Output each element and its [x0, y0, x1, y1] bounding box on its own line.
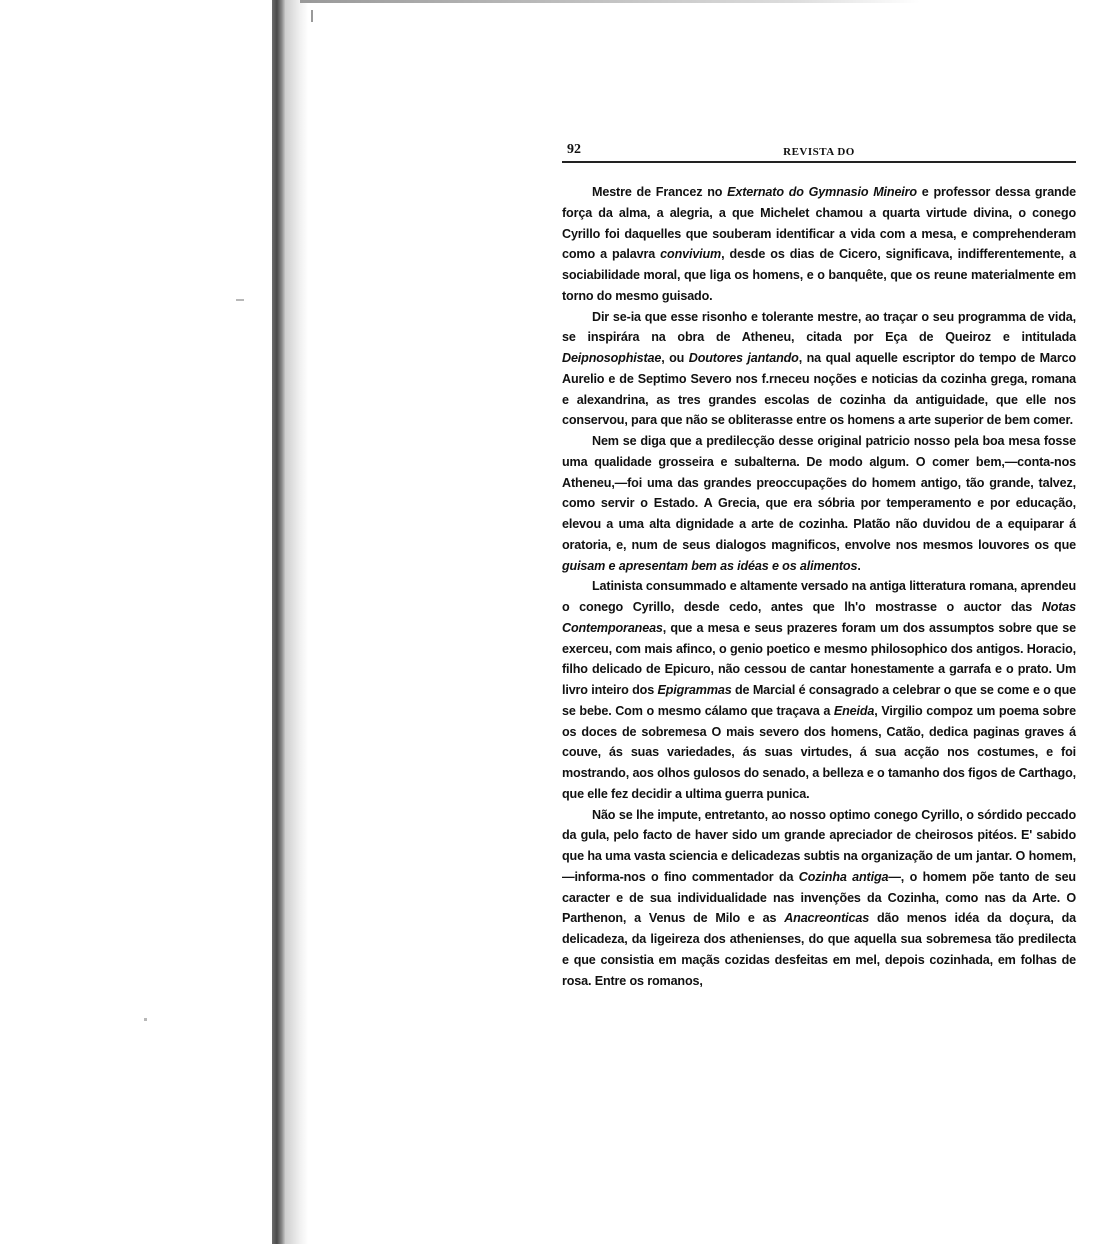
header-rule [562, 161, 1076, 163]
text-run: Dir se-ia que esse risonho e tolerante mestre, ao traçar o seu programma de vida, se inspirára na obra de Atheneu, citada por Eça de Queiroz e intitulada [562, 309, 1076, 345]
italic-text: guisam e apresentam bem as idéas e os alimentos [562, 558, 858, 573]
text-run: de Marcial é consagrado a celebrar o que se come e o que se bebe. Com o mesmo cálamo que traçava a [562, 683, 1077, 718]
page-number: 92 [567, 142, 581, 157]
article-body [562, 182, 1076, 991]
text-run: , ou [661, 351, 689, 365]
page-header [562, 140, 1076, 160]
text-run: e professor dessa grande força da alma, a alegria, a que Michelet chamou a quarta virtude divina, o conego Cyrillo foi daquelles que souberam identificar a vida com a mesa, e comprehenderam como a palavra [562, 185, 1076, 262]
text-run: , na qual aquelle escriptor do tempo de Marco Aurelio e de Septimo Severo nos f.rneceu noções e noticias da cozinha grega, romana e alexandrina, as tres grandes escolas de cozinha da antiguidade, que elle nos conservou, para que não se obliterasse entre os homens a arte superior de bem comer. [562, 351, 1076, 428]
italic-text: Epigrammas [657, 683, 732, 697]
scan-speck [311, 10, 313, 22]
italic-text: Doutores jantando [688, 351, 799, 365]
scan-speck [144, 1018, 147, 1021]
italic-text: Anacreonticas [784, 911, 870, 926]
scan-edge-artifact [300, 0, 920, 3]
text-run: Mestre de Francez no [592, 185, 728, 199]
text-run: Latinista consummado e altamente versado na antiga litteratura romana, aprendeu o conego Cyrillo, desde cedo, antes que lh'o mostrasse o auctor das [562, 579, 1076, 614]
text-run: Nem se diga que a predilecção desse original patricio nosso pela boa mesa fosse uma qualidade grosseira e subalterna. De modo algum. O comer bem,—conta-nos Atheneu,—foi uma das grandes preoccupações do homem antigo, tão grande, talvez, como servir o Estado. A Grecia, que era sóbria por temperamento e por educação, elevou a uma alta dignidade a arte de cozinha. Platão não duvidou de a equiparar á oratoria, e, num de seus dialogos magnificos, envolve nos mesmos louvores os que [562, 434, 1076, 552]
text-run: , desde os dias de Cicero, significava, indifferentemente, a sociabilidade moral, que liga os homens, e o banquête, que os reune materialmente em torno do mesmo guisado. [562, 247, 1076, 303]
italic-text: Externato do Gymnasio Mineiro [727, 185, 917, 199]
italic-text: convivium [660, 247, 722, 262]
book-page [562, 140, 1076, 991]
italic-text: Cozinha antiga [798, 869, 889, 884]
italic-text: Eneida [833, 703, 875, 718]
text-run: —, o homem põe tanto de seu caracter e de sua individualidade nas invenções da Cozinha, como nas da Arte. O Parthenon, a Venus de Milo e as [562, 869, 1076, 926]
italic-text: Deipnosophistae [562, 351, 662, 365]
text-run: dão menos idéa da doçura, da delicadeza, da ligeireza dos athenienses, do que aquella sua sobremesa tão predilecta e que consistia em maçãs cozidas desfeitas em mel, depois cozinhada, em folhas de rosa. Entre os romanos, [562, 911, 1076, 988]
text-run: Não se lhe impute, entretanto, ao nosso optimo conego Cyrillo, o sórdido peccado da gula, pelo facto de haver sido um grande apreciador de cheirosos pitéos. E' sabido que ha uma vasta sciencia e delicadezas subtis na organização de um jantar. O homem, —informa-nos o fino commentador da [562, 807, 1076, 884]
paragraph [562, 576, 1076, 804]
text-run: , que a mesa e seus prazeres foram um dos assumptos sobre que se exerceu, com mais afinco, o genio poetico e mesmo philosophico dos antigos. Horacio, filho delicado de Epicuro, não cessou de cantar honestamente a garrafa e o prato. Um livro inteiro dos [562, 620, 1076, 697]
binding-gutter [272, 0, 286, 1244]
scan-speck [236, 299, 244, 301]
binding-shadow [286, 0, 308, 1244]
text-run: . [857, 558, 861, 573]
paragraph [562, 805, 1076, 992]
text-run: , Virgilio compoz um poema sobre os doces de sobremesa O mais severo dos homens, Catão, dedica paginas graves á couve, ás suas variedades, ás suas virtudes, á sua acção nos costumes, e foi mostrando, aos olhos gulosos do senado, a belleza e o tamanho dos figos de Carthago, que elle fez decidir a ultima guerra punica. [562, 703, 1076, 801]
paragraph [562, 431, 1076, 576]
paragraph [562, 307, 1076, 432]
running-head: REVISTA DO [783, 146, 855, 158]
paragraph [562, 182, 1076, 307]
italic-text: Notas Contemporaneas [562, 600, 1076, 635]
